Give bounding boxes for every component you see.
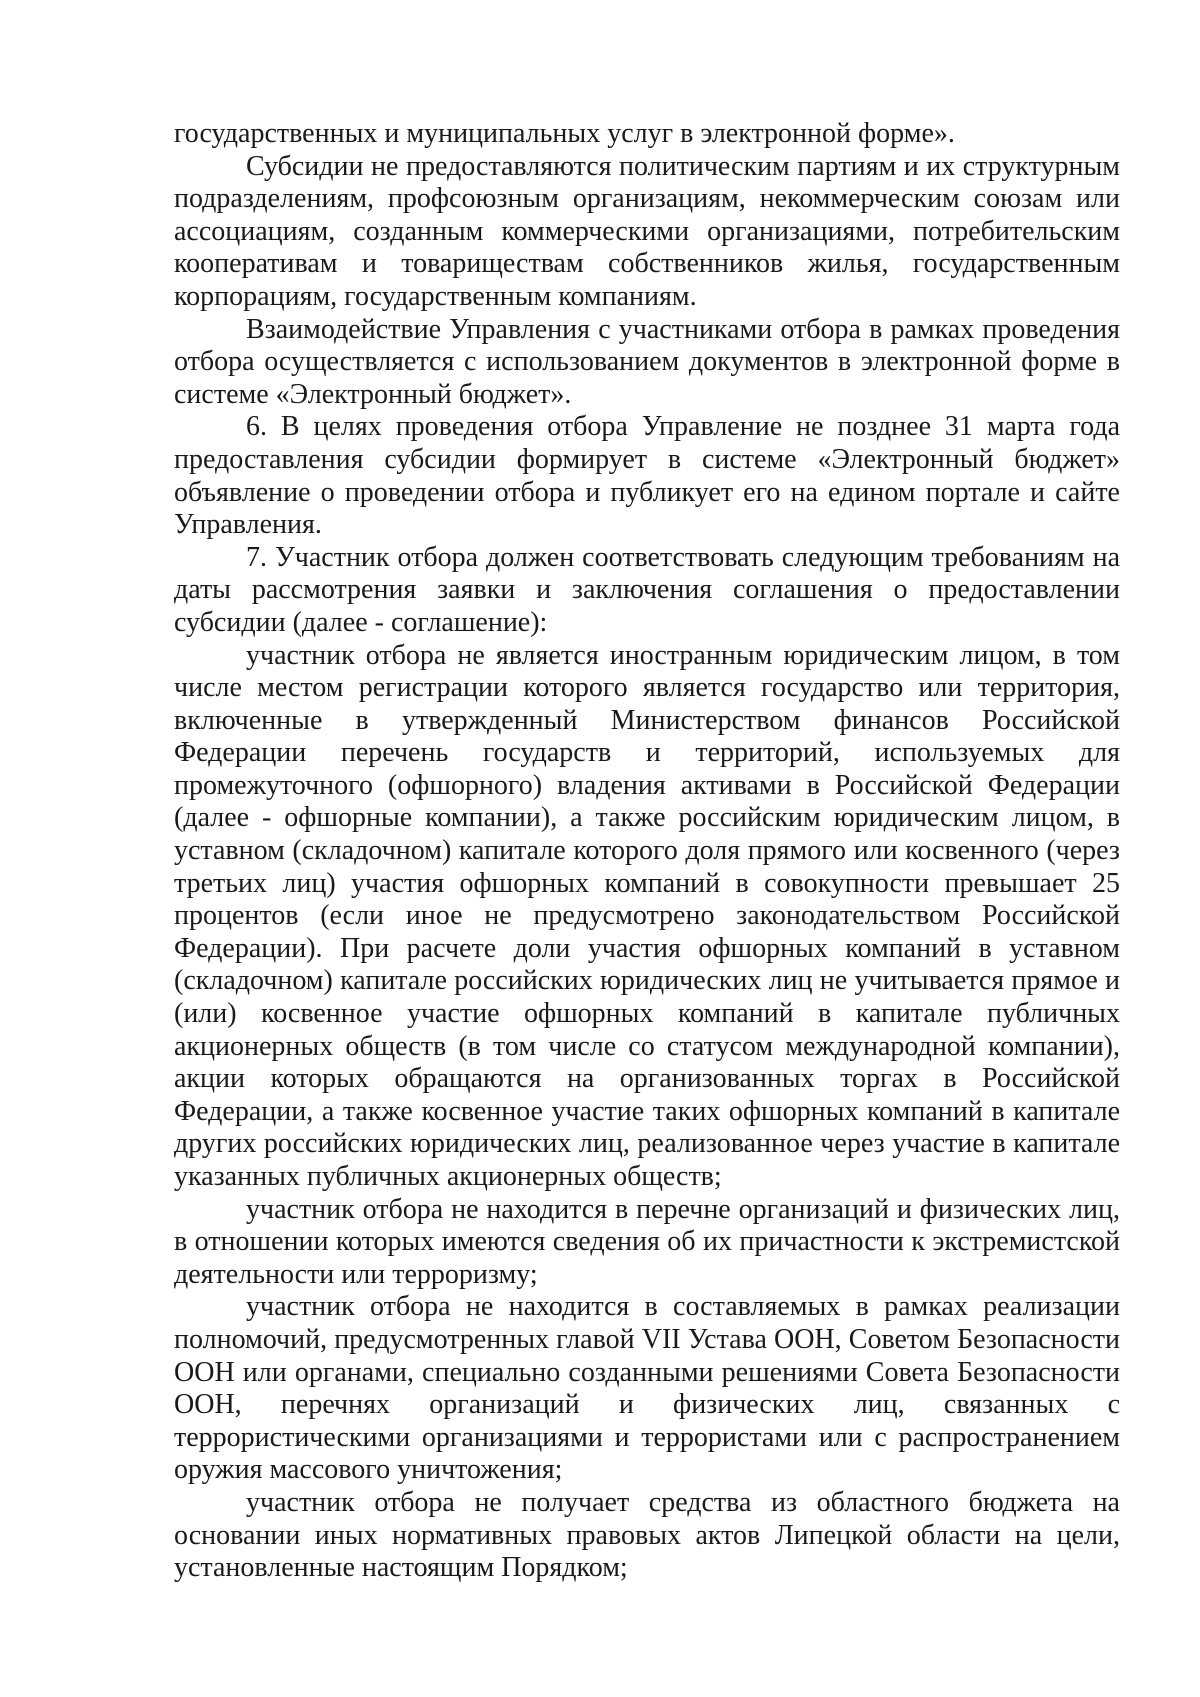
paragraph-requirement-un-sanctions: участник отбора не находится в составляемых в рамках реализации полномочий, предусмотренных главой VII Устава ООН, Советом Безопасности ООН или органами, специально созданными решениями Совета Безопасности ООН, перечнях организаций и физических лиц, связанных с террористическими организациями и террористами или с распространением оружия массового уничтожения; bbox=[174, 1291, 1120, 1486]
paragraph-requirement-offshore: участник отбора не является иностранным юридическим лицом, в том числе местом регистрации которого является государство или территория, включенные в утвержденный Министерством финансов Российской Федерации перечень государств и территорий, используемых для промежуточного (офшорного) владения активами в Российской Федерации (далее - офшорные компании), а также российским юридическим лицом, в уставном (складочном) капитале которого доля прямого или косвенного (через третьих лиц) участия офшорных компаний в совокупности превышает 25 процентов (если иное не предусмотрено законодательством Российской Федерации). При расчете доли участия офшорных компаний в уставном (складочном) капитале российских юридических лиц не учитывается прямое и (или) косвенное участие офшорных компаний в капитале публичных акционерных обществ (в том числе со статусом международной компании), акции которых обращаются на организованных торгах в Российской Федерации, а также косвенное участие таких офшорных компаний в капитале других российских юридических лиц, реализованное через участие в капитале указанных публичных акционерных обществ; bbox=[174, 639, 1120, 1192]
paragraph-item-6: 6. В целях проведения отбора Управление не позднее 31 марта года предоставления субсидии формирует в системе «Электронный бюджет» объявление о проведении отбора и публикует его на едином портале и сайте Управления. bbox=[174, 411, 1120, 541]
paragraph-item-7: 7. Участник отбора должен соответствовать следующим требованиям на даты рассмотрения заявки и заключения соглашения о предоставлении субсидии (далее - соглашение): bbox=[174, 541, 1120, 638]
paragraph-requirement-no-other-funds: участник отбора не получает средства из областного бюджета на основании иных нормативных правовых актов Липецкой области на цели, установленные настоящим Порядком; bbox=[174, 1486, 1120, 1584]
document-body bbox=[174, 118, 1120, 1585]
paragraph-interaction: Взаимодействие Управления с участниками отбора в рамках проведения отбора осуществляется с использованием документов в электронной форме в системе «Электронный бюджет». bbox=[174, 313, 1120, 410]
paragraph-continuation: государственных и муниципальных услуг в электронной форме». bbox=[174, 118, 955, 149]
paragraph-subsidy-exclusions: Субсидии не предоставляются политическим партиям и их структурным подразделениям, профсоюзным организациям, некоммерческим союзам или ассоциациям, созданным коммерческими организациями, потребительским кооперативам и товариществам собственников жилья, государственным корпорациям, государственным компаниям. bbox=[174, 150, 1120, 312]
paragraph-requirement-extremism: участник отбора не находится в перечне организаций и физических лиц, в отношении которых имеются сведения об их причастности к экстремистской деятельности или терроризму; bbox=[174, 1193, 1120, 1290]
